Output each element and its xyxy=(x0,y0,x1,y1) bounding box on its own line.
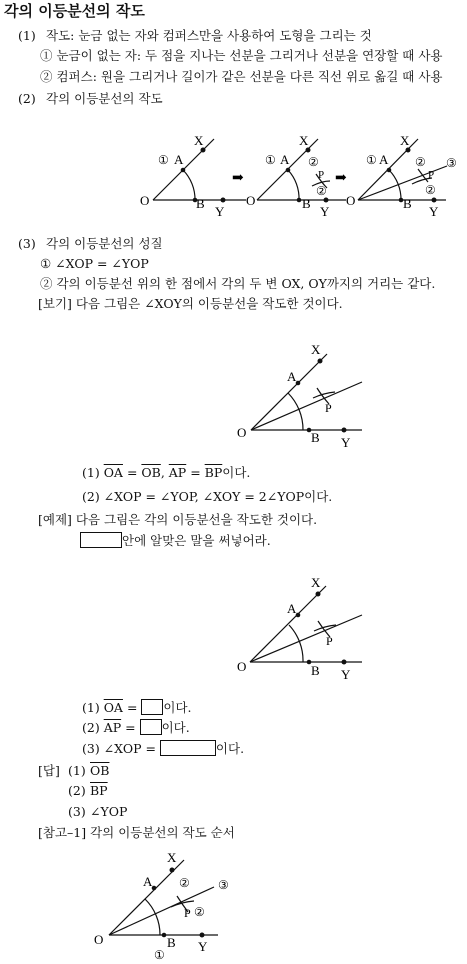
reference-heading: [참고–1] 각의 이등분선의 작도 순서 xyxy=(38,825,235,840)
label-a: A xyxy=(287,369,297,384)
property-1: ① ∠XOP = ∠YOP xyxy=(40,256,149,271)
answer-2-number: (2) xyxy=(68,783,86,798)
label-a: A xyxy=(174,152,184,167)
label-p: P xyxy=(325,401,332,415)
point-marker xyxy=(200,933,205,938)
page-title: 각의 이등분선의 작도 xyxy=(4,2,145,20)
label-x: X xyxy=(194,133,204,148)
label-x: X xyxy=(299,133,309,148)
yeje-instruction: 안에 알맞은 말을 써넣어라. xyxy=(80,532,271,549)
label-p: P xyxy=(326,634,333,648)
label-x: X xyxy=(400,133,410,148)
point-marker xyxy=(162,933,167,938)
label-o: O xyxy=(94,932,104,947)
label-y: Y xyxy=(215,204,225,219)
question-1: (1) $\overline{OA}$ = 이다. xyxy=(82,700,192,715)
circled-2: ② xyxy=(316,184,327,198)
label-b: B xyxy=(311,663,320,678)
ruler-definition: ① 눈금이 없는 자: 두 점을 지나는 선분을 그리거나 선분을 연장할 때 사용 xyxy=(40,48,443,63)
label-b: B xyxy=(311,430,320,445)
label-p: P xyxy=(428,169,435,181)
bogi-heading: [보기] 다음 그림은 ∠XOY의 이등분선을 작도한 것이다. xyxy=(38,296,343,311)
label-p: P xyxy=(184,906,191,920)
label-o: O xyxy=(237,425,247,440)
label-x: X xyxy=(311,342,321,357)
label-b: B xyxy=(167,935,176,950)
label-b: B xyxy=(302,196,311,211)
label-y: Y xyxy=(320,204,330,219)
answer-3: ∠YOP xyxy=(90,804,128,819)
circled-2: ② xyxy=(308,155,319,169)
compass-definition: ② 컴퍼스: 원을 그리거나 길이가 같은 선분을 다른 직선 위로 옮길 때 사용 xyxy=(40,69,443,84)
circled-2: ② xyxy=(415,155,426,169)
circled-1: ① xyxy=(154,948,165,962)
label-a: A xyxy=(379,152,389,167)
circled-1: ① xyxy=(265,153,276,167)
label-y: Y xyxy=(198,939,208,954)
label-p: P xyxy=(318,169,325,181)
answer-1: $\overline{OB}$ xyxy=(90,763,110,778)
circled-2: ② xyxy=(179,876,190,890)
circled-3: ③ xyxy=(218,878,229,892)
answer-1-number: (1) xyxy=(68,763,86,778)
label-b: B xyxy=(403,196,412,211)
yeje-heading: [예제] 다음 그림은 각의 이등분선을 작도한 것이다. xyxy=(38,512,318,527)
section-3-text: 각의 이등분선의 성질 xyxy=(46,236,163,251)
arrow-icon: ➡ xyxy=(232,171,244,186)
label-o: O xyxy=(140,193,150,208)
arrow-icon: ➡ xyxy=(335,171,347,186)
circled-1: ① xyxy=(158,153,169,167)
circled-2: ② xyxy=(194,905,205,919)
label-y: Y xyxy=(429,204,439,219)
section-2-text: 각의 이등분선의 작도 xyxy=(46,91,163,106)
section-1-text: 작도: 눈금 없는 자와 컴퍼스만을 사용하여 도형을 그리는 것 xyxy=(46,28,372,43)
section-1-number: (1) xyxy=(18,28,36,43)
label-x: X xyxy=(311,575,321,590)
circled-3: ③ xyxy=(446,156,457,170)
question-2: (2) $\overline{AP}$ = 이다. xyxy=(82,720,190,735)
bogi-answer-2: (2) ∠XOP = ∠YOP, ∠XOY = 2∠YOP이다. xyxy=(82,489,333,504)
label-o: O xyxy=(237,659,247,674)
answer-3-number: (3) xyxy=(68,804,86,819)
property-2: ② 각의 이등분선 위의 한 점에서 각의 두 변 OX, OY까지의 거리는 같다. xyxy=(40,276,436,291)
label-b: B xyxy=(196,196,205,211)
label-a: A xyxy=(280,152,290,167)
answer-heading: [답] xyxy=(38,763,60,778)
label-a: A xyxy=(143,874,153,889)
label-y: Y xyxy=(341,435,351,450)
label-o: O xyxy=(246,193,256,208)
bogi-answer-1: (1) $\overline{OA} = \overline{OB}$, $\overline{AP} = \overline{BP}$이다. xyxy=(82,465,251,480)
question-3: (3) ∠XOP = 이다. xyxy=(82,741,245,756)
circled-1: ① xyxy=(366,153,377,167)
point-marker xyxy=(170,868,175,873)
answer-2: $\overline{BP}$ xyxy=(90,783,108,798)
label-a: A xyxy=(287,601,297,616)
label-o: O xyxy=(346,193,356,208)
circled-2: ② xyxy=(425,183,436,197)
section-3-number: (3) xyxy=(18,236,36,251)
section-2-number: (2) xyxy=(18,91,36,106)
label-x: X xyxy=(167,850,177,865)
label-y: Y xyxy=(341,667,351,682)
